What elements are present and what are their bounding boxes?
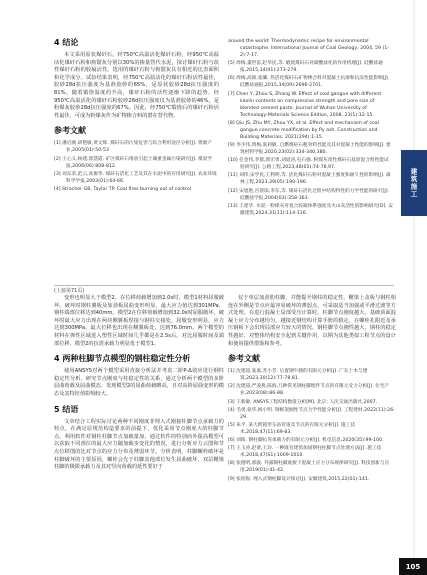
- reference-item: [8] Qiu JS, Zhu MY, Zhou YX, et al. Effect and mechanism of coal gangue concrete modification by fly ash. Construction and Building Materials, 2021(294):1-15.: [228, 120, 379, 140]
- reference-item: [13] 王建华. 水泥一粉煤灰对复合胶凝体系强度及火山灰活性的影响研究[D]. 安徽建筑,2024,31(11):114-116.: [228, 203, 393, 216]
- reference-item: [2] 王心义,杨建,郭慧霞. 矿区煤矸石堆放引起土壤重金属污染研究[J]. 煤炭学报,2006(06):808-812.: [54, 156, 213, 169]
- reference-item: [6] 周梅,高锦,张璐. 热活化煤矸石矿物掺合料对混凝土抗渗和抗冻性能影响[J]. 硅酸盐通报,2015,34(09):2696-2701.: [228, 76, 390, 89]
- reference-item: [5] 周梅,董世雷,赵华民,等. 煅烧煤矸石对碳酸盐化的作用机理[J]. 硅酸盐通报,2015,34(01):273-279.: [228, 61, 383, 74]
- reference-item: [4] Stracher GB, Taylor TP. Coal fires burning out of control: [54, 186, 192, 192]
- conclusion-paragraph-2: 文章结合工程实际讨论两种不同刚度非埋入式刚接柱脚节点承载力的特点，在满足原规范构造要求的前提下，优化采用节点刚度大的柱脚节点。利用软件对钢柱柱脚节点加载量加，通过软件的特别而外提高模型可以获取不同部位的最大应力随加载步变化的情况，进行分析应力云图和节点位移图的比对节点的应力分布及薄弱环节。分析表明，柱脚螺栓破坏是柱脚破坏的主要原因，螺栓会先于柱脚其他部位发生屈曲破坏，双层靴梁柱脚的极限承载力及其对竖向荷载的延性要好于: [54, 418, 224, 471]
- stability-paragraph: 使用ANSYS对两个模型采用直接分析法并考虑二阶P-Δ效应进行钢柱稳定性分析，研究节点刚度与柱稳定性的关系，通过分析两个模型的多阶屈曲荷载及屈曲模态，发现模型2的屈曲荷载略高，且对高阶屈曲变形的模态及其特征值影响较大。: [54, 368, 224, 397]
- margin-strip: [413, 0, 415, 575]
- article-divider: [54, 285, 394, 286]
- lower-right-column: [228, 295, 396, 484]
- results-paragraph: 变形也明显大于模型2。在位移荷载增加到2.0s时，模型1材料屈服破坏，破坏时钢柱翼板及加劲板屈曲变形明显，最大应力值达到301MPa，钢柱端部位移达到40mm。模型2在位移荷载增加到32.0s时屈服破坏，破坏时最大应力出现在两块侧翼板焊接与钢柱交接处，屈服变形明显，应力达到300MPa，最大位移也出现在侧翼板处，达到76.0mm。两个模型的材料在弹性区域进入塑性区域时间几乎都是在2.5s后。对比屈服时间及端部位移，模型2的抗震承载力明显优于模型1。: [54, 295, 224, 347]
- references-title: 参考文献: [54, 126, 86, 136]
- reference-item: [6] 刘阳. 钢柱脚抗弯承载力的有限元分析[J]. 机电信息,2020(35):99-100.: [228, 438, 384, 444]
- section-side-tab: [401, 150, 427, 216]
- lower-left-column: [54, 295, 224, 478]
- reference-item: [10] 任金伟,李群,郭宏勇,刘道涛,屯石强. 粉煤灰改性煤矸石基原混合料性能试验研究[J]. 公路工程,2023,48(01):74-78,97.: [228, 158, 389, 171]
- reference-list-continued: [228, 38, 393, 217]
- references-title-2: 参考文献: [228, 354, 260, 364]
- reference-list-2: [228, 368, 396, 483]
- reference-item: [1] 沈建超,张康,苏小芳. 后置钢牛腿的有限元分析[J]. 广东土木与建筑,2023,30(12):77-78,81.: [228, 369, 368, 382]
- reference-item: [7] Chen Y, Zhou S, Zhang W. Effect of coal gangue with different kaolin contents on compressive strength and pore size of blended cement paste. Journal of Wuhan University of Technology-Materials Science Edition, 2008, 23(1):12-15.: [228, 91, 382, 118]
- reference-item: [2] 沈建超,严凌燕,陈海,几种常见钢柱脚埋件节点的有限元受力分析[J]. 住宅产业,2023(08):86-88.: [228, 384, 390, 397]
- reference-item: [4] 毛勇,张华,杨小明. 钢框架刚性节点力学性能分析[J]. 工程建材,2022(11):26-29.: [228, 407, 395, 420]
- reference-item: [11] 刘伟,宋学民,王利明,等. 活化煤矸石粉对混凝土强度和耐久性的影响[J]. 森林工程,2023,39(05):190-196.: [228, 173, 391, 186]
- reference-item: [3] 王新敏. ANSYS工程结构数值分析[M]. 北京: 人民交通出版社,2007.: [228, 399, 378, 405]
- conclusion-paragraph: 本文采用原状煤矸石，经750℃高温活化煤矸石粉，经950℃高温活化煤矸石粉和拘馏灰分别以30%的掺量替代水泥，探讨煤矸石粉与改性煤矸石粉的胶凝活性。选用的煤矸石粉与拘馏灰具有相近的比表面积和化学成分。试验结果表明，经750℃高温活化的煤矸石粉活性最佳，胶砂28d抗压强度为基准胶砂的65%，是原状胶砂28d抗压强度的81%，随着锻烧温度的升高，煤矸石粉的活性逐渐下降的趋势，经950℃高温活化的煤矸石粉胶砂28d抗压强度仅为基准胶砂的46%，是粉煤灰胶砂28d抗压强度的67%。因此，经750℃煅烧后的煤矸石粉活性最佳，可成为粉煤灰作为矿物掺合料的潜在替代物。: [54, 52, 219, 119]
- section-title-conclusion-2: 5 结语: [54, 404, 79, 414]
- section-title-conclusion: 4 结论: [54, 38, 79, 47]
- reference-item: [7] 王玉涛,赵蕾,王玲. 一种既有建筑加固钢柱柱脚节点处理方法[J]. 施工技术,2018,47(S1):1009-1010.: [228, 446, 382, 459]
- upper-left-column: [54, 38, 219, 194]
- reference-item: [9] 李少伟,周梅,张莉敏. 自燃煤矸石粗骨料性能及其对混凝土性能的影响[J]. 建筑材料学报,2020,23(02):334-340,380.: [228, 142, 391, 155]
- page-number: 105: [399, 558, 427, 575]
- conclusion-continued-paragraph: 仅于单层加劲肋柱脚，并能提升钢柱的稳定性。靴梁上盖板与钢柱相连在外侧是节点应最容易破坏的薄弱点，可采取适当加强或平滑过渡等方式处理。在进行混凝土局部受压计算时，柱脚节点刚度越大，基础顶面混凝土应力分布越均匀，越接近钢结构计算手册的假定，在螺栓孔附近及承压钢板下会出现局部应力较大的情况。钢柱脚节点刚性越大，钢柱的稳定性越好，对整体结构安全起到关键作用，以期为其他类似工程节点的设计和使用提供借鉴和参考。: [228, 295, 396, 347]
- reference-item: [12] 宋旭艳,宫晨琛,李东,等. 煤矸石活化过程中结构特性的力学性能的研究[J]. 硅酸盐学报,2004(03):358-363.: [228, 188, 390, 201]
- reference-item: around the world: Thermodynamic recipe for environmental catastrophe. International Journal of Coal Geology, 2004, 59 (1-2):7-17.: [228, 39, 390, 58]
- reference-item: [3] 刘东荣,范云,高俊华. 煤矸石活化工艺及其在水泥中的应用研究[J]. 农业环境科学学报,2003(01):64-66.: [54, 171, 217, 184]
- upper-right-column: [228, 38, 393, 218]
- reference-list: [54, 140, 219, 193]
- reference-item: [1] 潘启刚,胡艳敏,黄文辉. 煤矸石的污染危害与综合利用途径分析[J]. 资源产业,2005(01):50-53: [54, 141, 213, 154]
- continued-from-label: (上接第71页): [54, 288, 85, 294]
- reference-item: [8] 张德明,郭骏. 外露钢柱脚底板下混凝土应力分布规律研究[J]. 科技创新与应用,2019(01):41-42.: [228, 461, 390, 474]
- reference-item: [5] 朱平. 某大跨圆形车站管道及节点的有限元分析[J]. 施工技术,2018,47(11):69-83.: [228, 422, 355, 435]
- side-tab-label: 建筑施工: [409, 168, 418, 198]
- reference-item: [9] 张绍振. 埋入式钢柱脚设计探讨[J]. 安徽建筑,2015,22(01):141.: [228, 476, 370, 482]
- section-title-stability: 4 两种柱脚节点模型的钢柱稳定性分析: [54, 354, 191, 364]
